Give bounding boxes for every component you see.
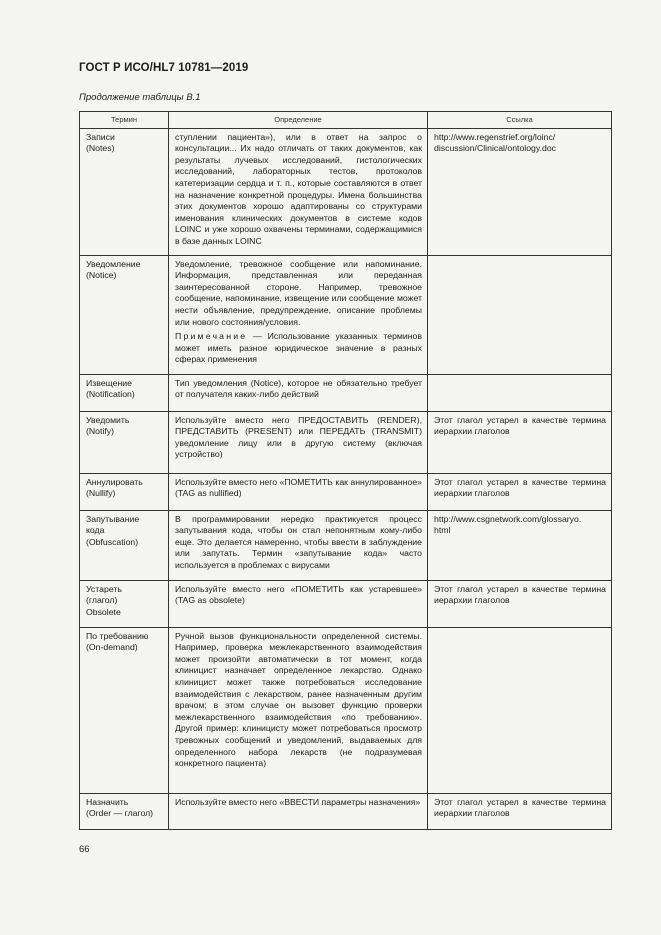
reference-cell: [428, 510, 612, 580]
term-line: По требованию: [86, 630, 149, 641]
reference-text: Этот глагол устарел в качестве термина иерархии глаголов: [434, 583, 606, 606]
definition-text: Тип уведомления (Notice), которое не обязательно требует от получателя каких-либо действий: [175, 377, 422, 400]
term-cell: [80, 580, 169, 627]
term-cell: [80, 510, 169, 580]
term-cell: [80, 128, 169, 255]
reference-link: http://www.regenstrief.org/loinc/: [434, 131, 556, 142]
term-cell: [80, 793, 169, 829]
definition-cell: [169, 580, 428, 627]
column-header-definition: Определение: [169, 112, 428, 129]
reference-cell: [428, 255, 612, 374]
table-caption: Продолжение таблицы В.1: [79, 92, 201, 103]
term-line: кода: [86, 525, 105, 536]
table-header-row: [80, 112, 612, 129]
term-line: (Obfuscation): [86, 536, 139, 547]
reference-text: Этот глагол устарел в качестве термина иерархии глаголов: [434, 796, 606, 819]
document-header: ГОСТ Р ИСО/HL7 10781—2019: [79, 62, 249, 74]
term-line: Запутывание: [86, 513, 140, 524]
definition-text: Уведомление, тревожное сообщение или напоминание. Информация, представленная или переданная заинтересованной стороне. Например, тревожное сообщение, напоминание, извещение или сообщение может нести объявление, предупреждение, описание проблемы или нового состояния/условия.: [175, 258, 422, 327]
reference-link: html: [434, 525, 451, 536]
term-line: Уведомление: [86, 258, 141, 269]
definition-cell: [169, 510, 428, 580]
term-line: (Order — глагол): [86, 808, 154, 819]
term-cell: [80, 473, 169, 510]
term-cell: [80, 374, 169, 411]
term-line: Аннулировать: [86, 476, 143, 487]
table-row: [80, 510, 612, 580]
term-line: Obsolete: [86, 606, 121, 617]
reference-cell: [428, 128, 612, 255]
reference-text: Этот глагол устарел в качестве термина иерархии глаголов: [434, 414, 606, 437]
term-cell: [80, 255, 169, 374]
definition-text: В программировании нередко практикуется процесс запутывания кода, чтобы он стал непонятным кому-либо еще. Это делается намеренно, чтобы ввести в заблуждение или запутать. Термин «запутывание кода» часто используется в проблемах с вирусами: [175, 513, 422, 570]
term-line: Записи: [86, 131, 115, 142]
reference-cell: [428, 411, 612, 473]
term-line: (Notes): [86, 143, 115, 154]
reference-cell: [428, 627, 612, 793]
note-text: — Использование указанных терминов может иметь разное юридическое значение в разных сферах применения: [175, 331, 422, 365]
reference-text: Этот глагол устарел в качестве термина иерархии глаголов: [434, 476, 606, 499]
term-line: (On-demand): [86, 642, 138, 653]
table-row: [80, 627, 612, 793]
definitions-table: [79, 111, 612, 830]
term-line: (Notice): [86, 270, 117, 281]
term-line: Назначить: [86, 796, 129, 807]
term-line: Извещение: [86, 377, 132, 388]
column-header-reference: Ссылка: [428, 112, 612, 129]
note-label: Примечание: [175, 331, 248, 342]
definition-cell: [169, 255, 428, 374]
table-row: [80, 128, 612, 255]
reference-cell: [428, 374, 612, 411]
table-row: [80, 255, 612, 374]
page-number: 66: [79, 844, 90, 855]
definition-cell: [169, 128, 428, 255]
reference-link: http://www.csgnetwork.com/glossaryo.: [434, 513, 582, 524]
definition-cell: [169, 411, 428, 473]
term-cell: [80, 627, 169, 793]
column-header-term: Термин: [80, 112, 169, 129]
definition-cell: [169, 627, 428, 793]
reference-link: discussion/Clinical/ontology.doc: [434, 143, 557, 154]
term-line: Устареть: [86, 583, 122, 594]
term-line: (Notify): [86, 426, 114, 437]
definition-text: ступлении пациента»), или в ответ на запрос о консультации... Их надо отличать от таких документов, как результаты лучевых исследований, гистологических исследований, лабораторных тестов, протоколов катетеризации сердца и т. п., которые составляются в ответ на назначение конкретной процедуры. Имена большинства этих документов хорошо адаптированы со структурами именования клинических документов в системе кодов LOINC и уже хорошо охвачены терминами, содержащимися в базе данных LOINC: [175, 131, 422, 246]
definition-text: Используйте вместо него ПРЕДОСТАВИТЬ (RENDER), ПРЕДСТАВИТЬ (PRESENT) или ПЕРЕДАТЬ (TRANSMIT) уведомление лицу или в другую систему (включая устройство): [175, 414, 422, 460]
reference-cell: [428, 793, 612, 829]
definition-cell: [169, 793, 428, 829]
definition-cell: [169, 473, 428, 510]
definition-cell: [169, 374, 428, 411]
term-line: (Nullify): [86, 488, 116, 499]
table-row: [80, 374, 612, 411]
note-paragraph: [175, 331, 422, 366]
definition-text: Ручной вызов функциональности определенной системы. Например, проверка межлекарственного взаимодействия может произойти автоматически в тот момент, когда клиницист назначает определенное лекарство. Однако клиницист может также потребоваться исследование взаимодействия с лекарством, ранее назначенным другим врачом; в этом случае он вызовет функцию проверки межлекарственного взаимодействия «по требованию». Другой пример: клиницисту может потребоваться просмотр тревожных сообщений и уведомлений, выдаваемых для определенного набора лекарств (не подразумевая конкретного пациента): [175, 630, 422, 769]
term-line: (глагол): [86, 595, 118, 606]
term-line: Уведомить: [86, 414, 130, 425]
term-line: (Notification): [86, 389, 135, 400]
definition-text: Используйте вместо него «ВВЕСТИ параметры назначения»: [175, 796, 421, 807]
reference-cell: [428, 473, 612, 510]
table-row: [80, 580, 612, 627]
table-row: [80, 793, 612, 829]
definition-text: Используйте вместо него «ПОМЕТИТЬ как устаревшее» (TAG as obsolete): [175, 583, 422, 606]
table-row: [80, 411, 612, 473]
table-row: [80, 473, 612, 510]
definition-text: Используйте вместо него «ПОМЕТИТЬ как аннулированное» (TAG as nullified): [175, 476, 422, 499]
reference-cell: [428, 580, 612, 627]
term-cell: [80, 411, 169, 473]
